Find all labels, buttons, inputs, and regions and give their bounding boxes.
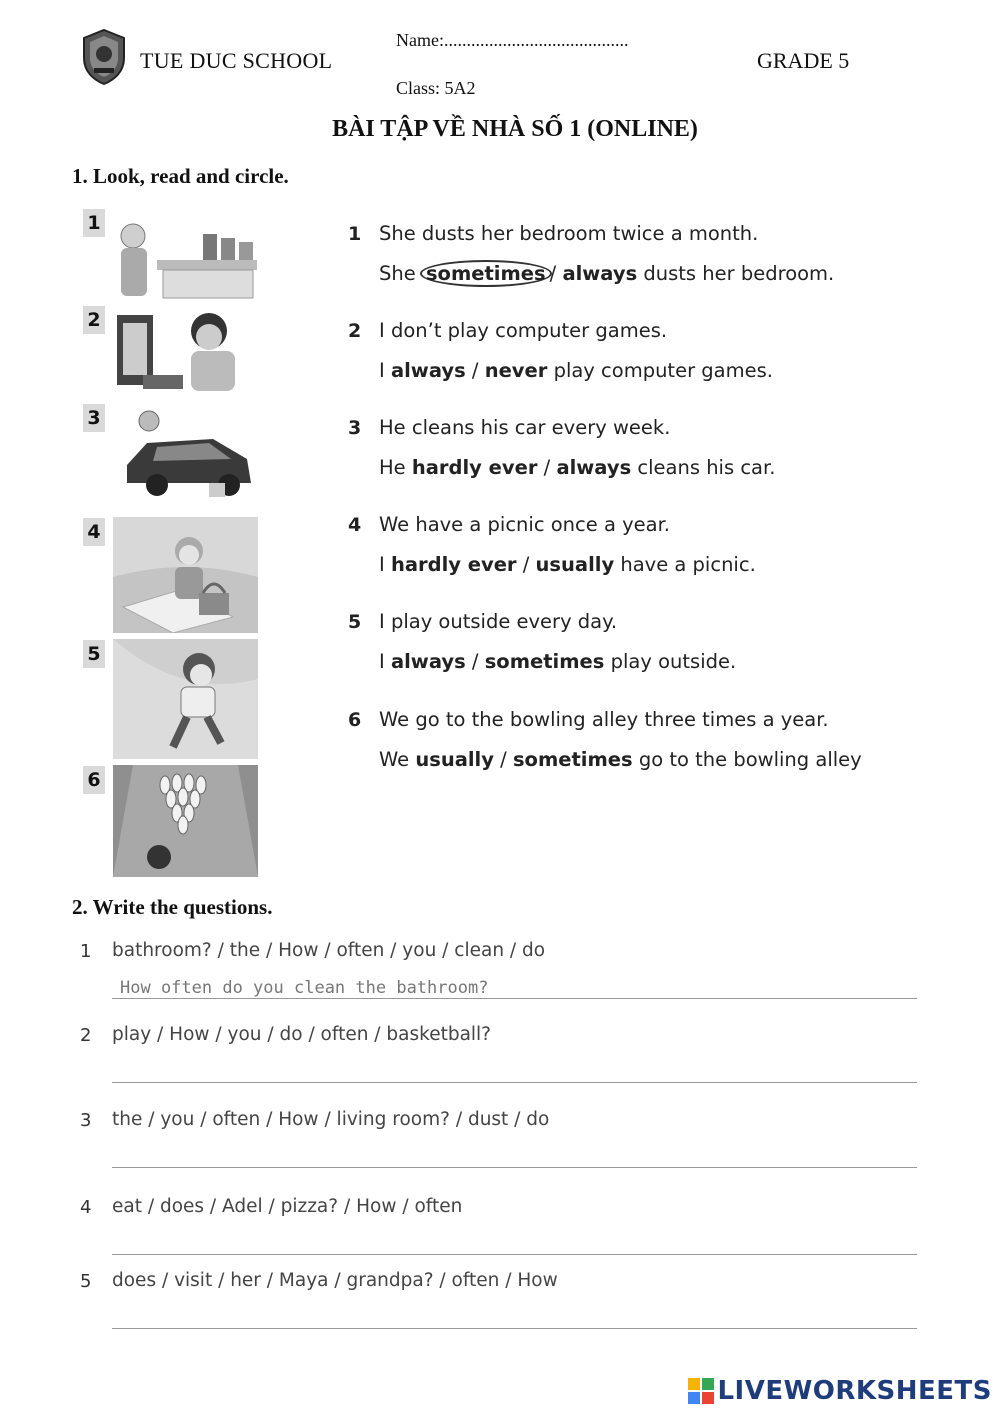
answer-line[interactable] (112, 1167, 917, 1168)
sentence-statement: She dusts her bedroom twice a month. (379, 222, 759, 245)
choice-rest: play outside. (610, 650, 737, 673)
question-number: 2 (80, 1025, 92, 1046)
question-number: 1 (80, 941, 92, 962)
choice-separator: / (522, 553, 530, 576)
sentence-choice-row (379, 262, 834, 285)
choice-separator: / (549, 262, 557, 285)
choice-separator: / (471, 359, 479, 382)
exercise1-heading: 1. Look, read and circle. (72, 164, 289, 188)
choice-option[interactable]: usually (415, 748, 494, 771)
picture-man-washing-car (113, 403, 258, 501)
sentence-number: 6 (348, 709, 362, 731)
picture-girl-dusting (113, 208, 258, 300)
choice-rest: go to the bowling alley (638, 748, 862, 771)
choice-option[interactable]: hardly ever (411, 456, 538, 479)
sentence-choice-row (379, 359, 773, 382)
answer-text[interactable]: How often do you clean the bathroom? (120, 978, 489, 998)
choice-option[interactable]: never (484, 359, 548, 382)
choice-option[interactable]: usually (535, 553, 615, 576)
picture-number: 2 (83, 306, 105, 334)
question-number: 5 (80, 1271, 92, 1292)
question-number: 3 (80, 1110, 92, 1131)
sentence-number: 2 (348, 320, 362, 342)
question-word-prompt: the / you / often / How / living room? / dust / do (112, 1109, 550, 1130)
sentence-statement: We go to the bowling alley three times a year. (379, 708, 829, 731)
picture-number: 4 (83, 518, 105, 546)
student-name-field[interactable]: Name:......................................... (396, 30, 629, 50)
liveworksheets-logo-icon (688, 1378, 714, 1404)
answer-line[interactable] (112, 1328, 917, 1329)
choice-option[interactable]: sometimes (484, 650, 605, 673)
question-word-prompt: play / How / you / do / often / basketball? (112, 1024, 492, 1045)
choice-separator: / (500, 748, 507, 771)
choice-subject: We (379, 748, 410, 771)
picture-girl-picnic (113, 517, 258, 633)
picture-number: 5 (83, 640, 105, 668)
sentence-number: 4 (348, 514, 362, 536)
answer-line[interactable] (112, 1254, 917, 1255)
sentence-number: 5 (348, 611, 362, 633)
picture-bowling-alley (113, 765, 258, 877)
picture-boy-running (113, 639, 258, 759)
picture-number: 3 (83, 404, 105, 432)
choice-subject: I (379, 650, 385, 673)
choice-rest: play computer games. (553, 359, 773, 382)
choice-separator: / (471, 650, 479, 673)
question-number: 4 (80, 1197, 92, 1218)
choice-option[interactable]: sometimes (512, 748, 633, 771)
choice-subject: I (379, 359, 385, 382)
school-logo (80, 28, 128, 86)
sentence-statement: He cleans his car every week. (379, 416, 671, 439)
sentence-statement: I don’t play computer games. (379, 319, 668, 342)
choice-option-circled[interactable]: sometimes (420, 260, 552, 287)
sentence-number: 1 (348, 223, 362, 245)
grade-label: GRADE 5 (757, 48, 850, 73)
choice-option[interactable]: hardly ever (390, 553, 517, 576)
question-word-prompt: does / visit / her / Maya / grandpa? / often / How (112, 1270, 558, 1291)
liveworksheets-brand[interactable] (688, 1376, 992, 1406)
choice-option[interactable]: always (562, 262, 638, 285)
choice-option[interactable]: always (390, 359, 466, 382)
picture-number: 6 (83, 766, 105, 794)
sentence-choice-row (379, 650, 736, 673)
choice-separator: / (543, 456, 551, 479)
answer-line[interactable] (112, 1082, 917, 1083)
sentence-statement: I play outside every day. (379, 610, 618, 633)
question-word-prompt: bathroom? / the / How / often / you / clean / do (112, 940, 546, 961)
exercise2-heading: 2. Write the questions. (72, 895, 273, 919)
school-name: TUE DUC SCHOOL (140, 48, 333, 73)
choice-subject: I (379, 553, 385, 576)
page-title: BÀI TẬP VỀ NHÀ SỐ 1 (ONLINE) (332, 116, 698, 142)
choice-option[interactable]: always (556, 456, 632, 479)
choice-rest: have a picnic. (620, 553, 756, 576)
choice-rest: dusts her bedroom. (643, 262, 835, 285)
class-label: Class: 5A2 (396, 78, 476, 98)
question-word-prompt: eat / does / Adel / pizza? / How / often (112, 1196, 463, 1217)
choice-subject: He (379, 456, 406, 479)
sentence-number: 3 (348, 417, 362, 439)
sentence-choice-row (379, 456, 775, 479)
sentence-choice-row (379, 748, 862, 771)
choice-rest: cleans his car. (637, 456, 776, 479)
sentence-statement: We have a picnic once a year. (379, 513, 671, 536)
choice-subject: She (379, 262, 416, 285)
brand-text: LIVEWORKSHEETS (717, 1376, 992, 1406)
picture-number: 1 (83, 209, 105, 237)
sentence-choice-row (379, 553, 756, 576)
choice-option[interactable]: always (390, 650, 466, 673)
picture-boy-computer (113, 305, 258, 397)
answer-line[interactable] (112, 998, 917, 999)
